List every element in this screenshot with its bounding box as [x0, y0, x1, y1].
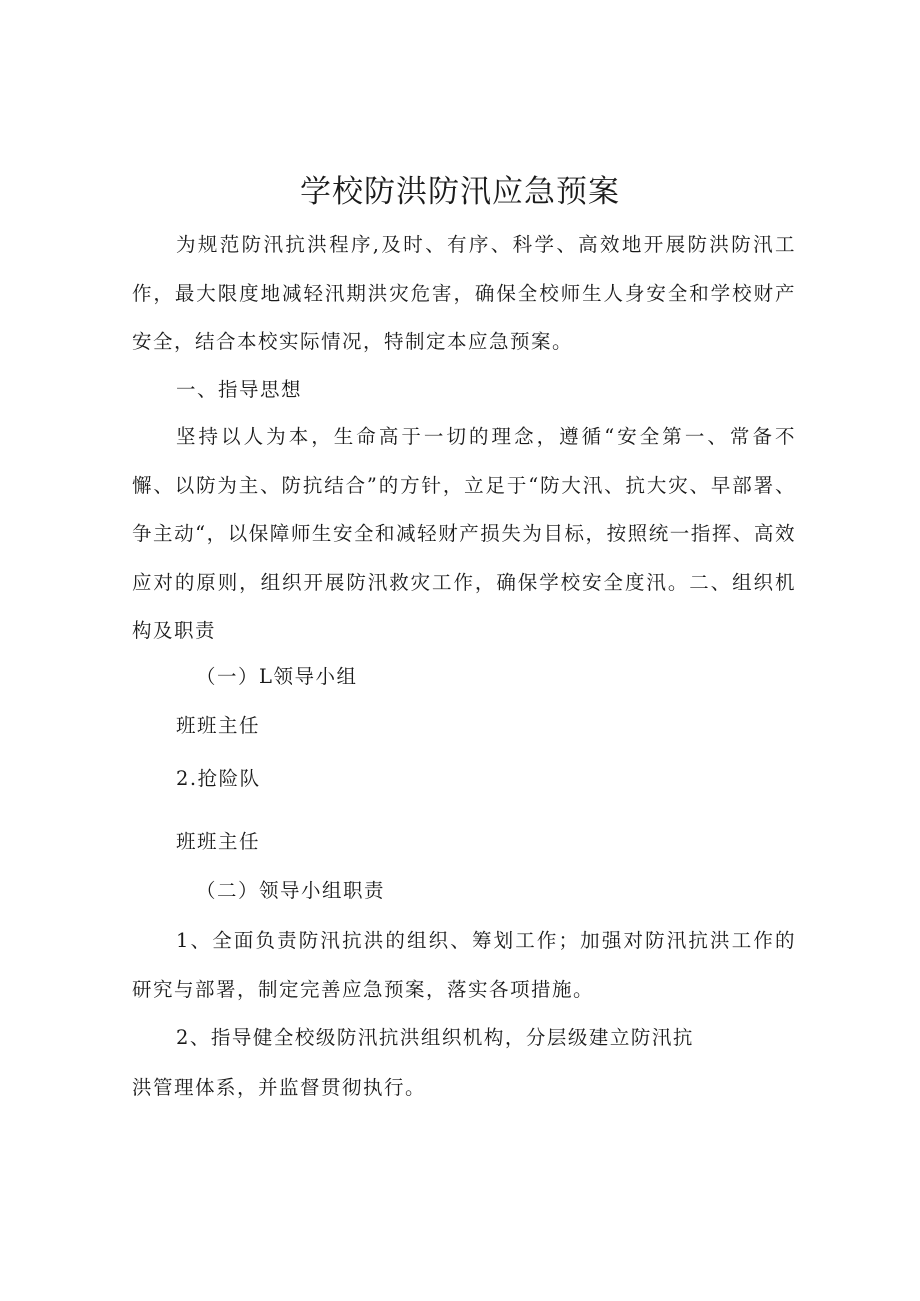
intro-paragraph: 为规范防汛抗洪程序,及时、有序、科学、高效地开展防洪防汛工作，最大限度地减轻汛期洪灾危害，确保全校师生人身安全和学校财产安全，结合本校实际情况，特制定本应急预案。: [132, 233, 796, 353]
rescue-team-member-line: 班班主任: [176, 830, 261, 853]
subsection-heading-leadership-duties: （二）领导小组职责: [196, 879, 386, 902]
leadership-member-line: 班班主任: [176, 714, 261, 737]
document-title: 学校防洪防汛应急预案: [300, 174, 620, 210]
guiding-ideology-paragraph: 坚持以人为本，生命高于一切的理念，遵循“安全第一、常备不懈、以防为主、防抗结合”的方针，立足于“防大汛、抗大灾、早部署、争主动“，以保障师生安全和减轻财产损失为目标，按照统一指挥、高效应对的原则，组织开展防汛救灾工作，确保学校安全度汛。二、组织机构及职责: [132, 425, 796, 642]
section-heading-guiding-ideology: 一、指导思想: [176, 378, 303, 401]
duty-item-2-line-1: 2、指导健全校级防汛抗洪组织机构，分层级建立防汛抗: [176, 1026, 694, 1049]
subsection-heading-leadership-group: （一）L领导小组: [196, 665, 358, 688]
duty-item-1: 1、全面负责防汛抗洪的组织、筹划工作；加强对防汛抗洪工作的研究与部署，制定完善应急预案，落实各项措施。: [132, 929, 796, 1001]
duty-item-2-line-2: 洪管理体系，并监督贯彻执行。: [132, 1076, 427, 1099]
rescue-team-item: 2.抢险队: [176, 767, 261, 790]
